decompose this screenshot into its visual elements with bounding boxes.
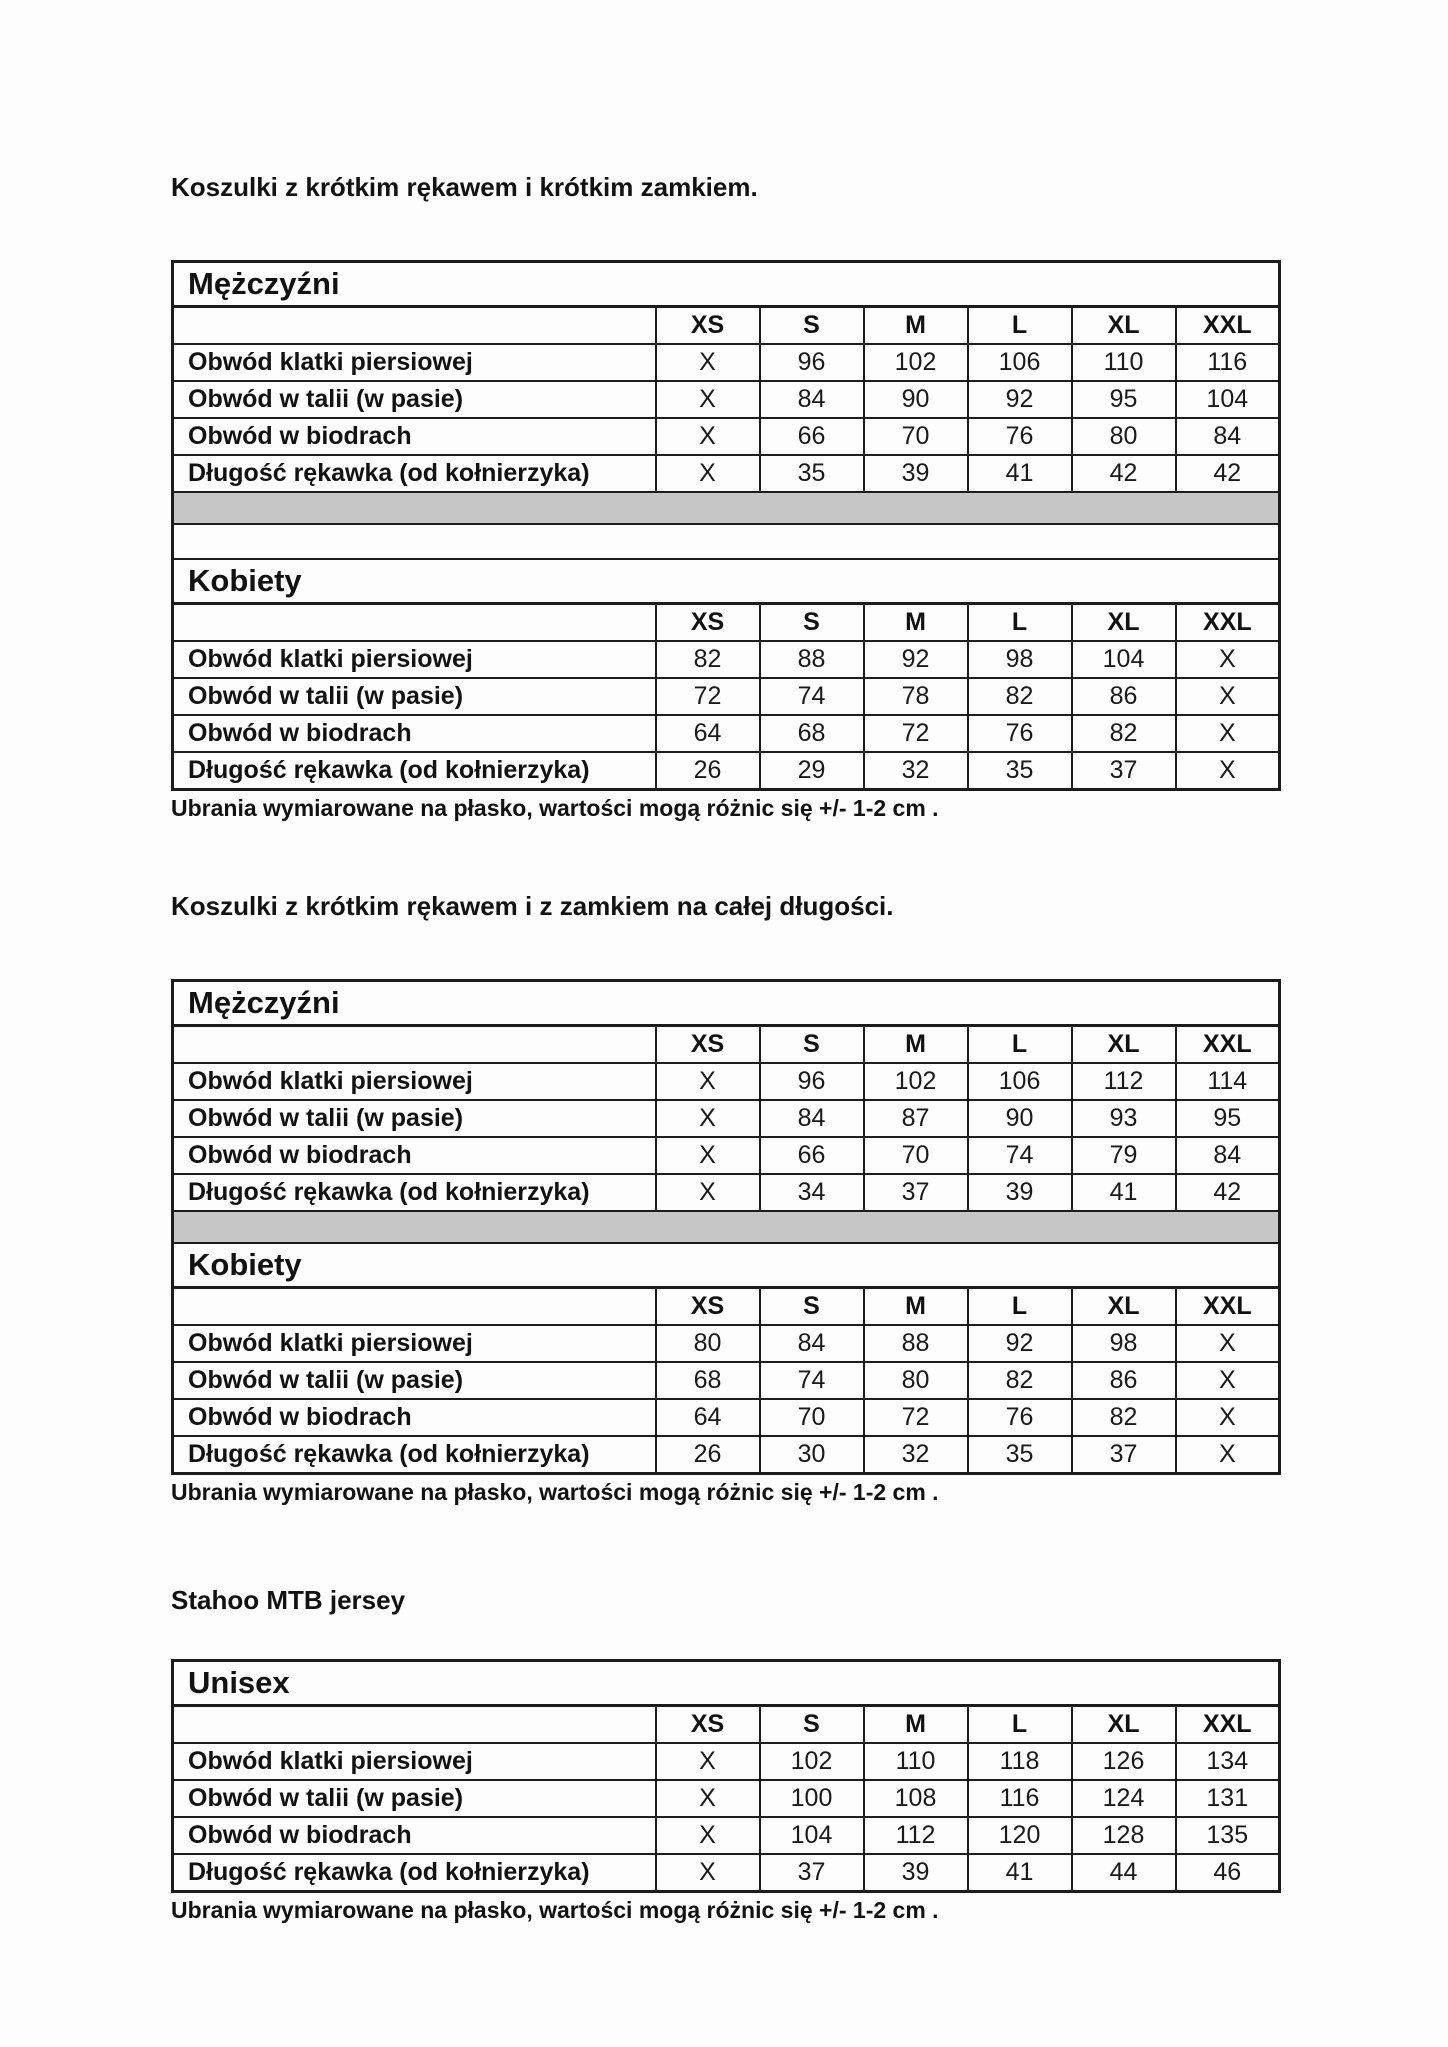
measurement-label-cell: Obwód w biodrach — [173, 1817, 656, 1854]
size-header-cell: XL — [1072, 1026, 1176, 1064]
measurement-label-cell: Długość rękawka (od kołnierzyka) — [173, 1436, 656, 1474]
size-table — [171, 1659, 1281, 1893]
measurement-label-cell: Obwód klatki piersiowej — [173, 641, 656, 678]
measurement-value-cell: 37 — [1072, 1436, 1176, 1474]
measurement-label-cell: Obwód w biodrach — [173, 1137, 656, 1174]
gray-separator-row — [173, 492, 1280, 524]
measurement-value-cell: 76 — [968, 715, 1072, 752]
measurement-value-cell: 66 — [760, 1137, 864, 1174]
size-header-cell: L — [968, 1706, 1072, 1744]
measurement-value-cell: 96 — [760, 344, 864, 381]
measurement-value-cell: 124 — [1072, 1780, 1176, 1817]
measurement-value-cell: 68 — [656, 1362, 760, 1399]
size-header-cell: S — [760, 1026, 864, 1064]
sizes-header-row — [173, 1706, 1280, 1744]
measurement-value-cell: 82 — [1072, 1399, 1176, 1436]
size-chart-section — [171, 1585, 1281, 1923]
measurement-value-cell: X — [656, 1063, 760, 1100]
measurement-value-cell: 84 — [1176, 418, 1280, 455]
measurement-value-cell: 88 — [760, 641, 864, 678]
measurement-value-cell: X — [656, 1854, 760, 1892]
size-header-cell: XS — [656, 1026, 760, 1064]
measurement-value-cell: 26 — [656, 752, 760, 790]
size-header-cell: XXL — [1176, 1288, 1280, 1326]
size-header-cell: XS — [656, 1706, 760, 1744]
measurement-value-cell: 110 — [864, 1743, 968, 1780]
size-header-cell: XS — [656, 604, 760, 642]
measurement-value-cell: 34 — [760, 1174, 864, 1211]
measurement-row — [173, 1780, 1280, 1817]
measurement-row — [173, 1362, 1280, 1399]
measurement-value-cell: 102 — [864, 1063, 968, 1100]
measurement-value-cell: 41 — [968, 1854, 1072, 1892]
measurement-value-cell: 42 — [1072, 455, 1176, 492]
measurement-value-cell: 87 — [864, 1100, 968, 1137]
size-header-cell: XL — [1072, 1706, 1176, 1744]
measurement-value-cell: X — [656, 455, 760, 492]
measurement-value-cell: 110 — [1072, 344, 1176, 381]
measurement-value-cell: 116 — [1176, 344, 1280, 381]
measurement-label-cell: Obwód klatki piersiowej — [173, 344, 656, 381]
measurement-value-cell: 41 — [968, 455, 1072, 492]
measurement-value-cell: 74 — [760, 1362, 864, 1399]
measurement-row — [173, 1063, 1280, 1100]
measurement-value-cell: 116 — [968, 1780, 1072, 1817]
measurement-note: Ubrania wymiarowane na płasko, wartości mogą różnic się +/- 1-2 cm . — [171, 1897, 939, 1923]
measurement-value-cell: 112 — [1072, 1063, 1176, 1100]
measurement-row — [173, 1743, 1280, 1780]
size-header-cell: XXL — [1176, 307, 1280, 345]
measurement-value-cell: 76 — [968, 418, 1072, 455]
size-chart-section — [171, 891, 1281, 1505]
measurement-value-cell: 42 — [1176, 1174, 1280, 1211]
size-header-cell: L — [968, 307, 1072, 345]
measurement-row — [173, 1817, 1280, 1854]
measurement-value-cell: 95 — [1072, 381, 1176, 418]
measurement-value-cell: 72 — [864, 715, 968, 752]
measurement-label-cell: Obwód w talii (w pasie) — [173, 1780, 656, 1817]
measurement-value-cell: 39 — [864, 1854, 968, 1892]
measurement-label-cell: Długość rękawka (od kołnierzyka) — [173, 455, 656, 492]
measurement-row — [173, 1137, 1280, 1174]
measurement-value-cell: 82 — [1072, 715, 1176, 752]
measurement-value-cell: X — [656, 1743, 760, 1780]
size-table-body — [173, 1661, 1280, 1892]
measurement-label-cell: Długość rękawka (od kołnierzyka) — [173, 1174, 656, 1211]
block-title: Unisex — [173, 1661, 1280, 1706]
gray-separator-cell — [173, 1211, 1280, 1243]
size-header-cell: M — [864, 1288, 968, 1326]
measurement-row — [173, 418, 1280, 455]
measurement-value-cell: 66 — [760, 418, 864, 455]
size-header-cell: XXL — [1176, 1706, 1280, 1744]
measurement-label-cell: Obwód klatki piersiowej — [173, 1325, 656, 1362]
measurement-label-cell: Obwód w talii (w pasie) — [173, 678, 656, 715]
block-title: Kobiety — [173, 559, 1280, 604]
measurement-value-cell: 70 — [864, 1137, 968, 1174]
block-title-row — [173, 1661, 1280, 1706]
measurement-row — [173, 715, 1280, 752]
measurement-value-cell: 95 — [1176, 1100, 1280, 1137]
measurement-value-cell: 70 — [864, 418, 968, 455]
measurement-value-cell: 72 — [656, 678, 760, 715]
measurement-row — [173, 678, 1280, 715]
size-header-cell: XL — [1072, 307, 1176, 345]
size-header-cell: XS — [656, 1288, 760, 1326]
measurement-value-cell: 135 — [1176, 1817, 1280, 1854]
measurement-value-cell: 74 — [760, 678, 864, 715]
size-header-cell: M — [864, 307, 968, 345]
sizes-header-row — [173, 1026, 1280, 1064]
block-title: Mężczyźni — [173, 262, 1280, 307]
measurement-label-cell: Obwód klatki piersiowej — [173, 1743, 656, 1780]
measurement-value-cell: 39 — [968, 1174, 1072, 1211]
measurement-note: Ubrania wymiarowane na płasko, wartości mogą różnic się +/- 1-2 cm . — [171, 1479, 939, 1505]
measurement-value-cell: 93 — [1072, 1100, 1176, 1137]
sizes-header-row — [173, 604, 1280, 642]
size-header-cell: L — [968, 1026, 1072, 1064]
measurement-value-cell: 80 — [864, 1362, 968, 1399]
measurement-value-cell: 114 — [1176, 1063, 1280, 1100]
measurement-row — [173, 752, 1280, 790]
measurement-value-cell: 80 — [1072, 418, 1176, 455]
measurement-value-cell: 98 — [1072, 1325, 1176, 1362]
measurement-value-cell: 30 — [760, 1436, 864, 1474]
measurement-value-cell: 64 — [656, 715, 760, 752]
size-header-cell: L — [968, 604, 1072, 642]
measurement-value-cell: X — [656, 1137, 760, 1174]
measurement-value-cell: 102 — [864, 344, 968, 381]
measurement-value-cell: 35 — [760, 455, 864, 492]
measurement-value-cell: 64 — [656, 1399, 760, 1436]
measurement-value-cell: 80 — [656, 1325, 760, 1362]
section-heading: Stahoo MTB jersey — [171, 1585, 406, 1615]
block-title-row — [173, 559, 1280, 604]
measurement-label-cell: Obwód w biodrach — [173, 418, 656, 455]
measurement-row — [173, 1436, 1280, 1474]
size-header-cell: M — [864, 1706, 968, 1744]
measurement-value-cell: 90 — [864, 381, 968, 418]
size-header-cell: M — [864, 1026, 968, 1064]
measurement-value-cell: 82 — [968, 1362, 1072, 1399]
measurement-value-cell: 128 — [1072, 1817, 1176, 1854]
measurement-value-cell: 108 — [864, 1780, 968, 1817]
size-header-cell: S — [760, 1706, 864, 1744]
sizes-header-empty-cell — [173, 1026, 656, 1064]
measurement-row — [173, 641, 1280, 678]
measurement-row — [173, 1174, 1280, 1211]
measurement-value-cell: X — [656, 418, 760, 455]
measurement-value-cell: 79 — [1072, 1137, 1176, 1174]
sizes-header-empty-cell — [173, 1288, 656, 1326]
sizes-header-row — [173, 307, 1280, 345]
document-content — [171, 0, 1281, 1923]
size-table-body — [173, 262, 1280, 790]
measurement-label-cell: Długość rękawka (od kołnierzyka) — [173, 752, 656, 790]
block-title-row — [173, 262, 1280, 307]
measurement-value-cell: X — [1176, 715, 1280, 752]
measurement-value-cell: 88 — [864, 1325, 968, 1362]
measurement-value-cell: X — [1176, 1325, 1280, 1362]
measurement-value-cell: X — [656, 1817, 760, 1854]
sizes-header-empty-cell — [173, 307, 656, 345]
block-title: Mężczyźni — [173, 981, 1280, 1026]
size-header-cell: S — [760, 307, 864, 345]
size-table — [171, 260, 1281, 791]
measurement-value-cell: 32 — [864, 752, 968, 790]
size-header-cell: M — [864, 604, 968, 642]
measurement-row — [173, 1854, 1280, 1892]
measurement-value-cell: X — [1176, 1436, 1280, 1474]
size-header-cell: XL — [1072, 604, 1176, 642]
measurement-value-cell: 96 — [760, 1063, 864, 1100]
measurement-value-cell: 98 — [968, 641, 1072, 678]
section-heading: Koszulki z krótkim rękawem i z zamkiem na całej długości. — [171, 891, 894, 921]
measurement-value-cell: X — [656, 344, 760, 381]
measurement-value-cell: 120 — [968, 1817, 1072, 1854]
measurement-value-cell: 92 — [968, 381, 1072, 418]
gray-separator-cell — [173, 492, 1280, 524]
measurement-value-cell: 86 — [1072, 1362, 1176, 1399]
measurement-value-cell: 104 — [1072, 641, 1176, 678]
measurement-value-cell: 78 — [864, 678, 968, 715]
size-table — [171, 979, 1281, 1475]
measurement-value-cell: 35 — [968, 752, 1072, 790]
measurement-value-cell: 37 — [760, 1854, 864, 1892]
measurement-value-cell: 29 — [760, 752, 864, 790]
measurement-value-cell: 131 — [1176, 1780, 1280, 1817]
measurement-value-cell: 118 — [968, 1743, 1072, 1780]
gray-separator-row — [173, 1211, 1280, 1243]
sizes-header-empty-cell — [173, 1706, 656, 1744]
measurement-label-cell: Obwód w talii (w pasie) — [173, 1100, 656, 1137]
measurement-value-cell: 84 — [760, 1100, 864, 1137]
measurement-label-cell: Długość rękawka (od kołnierzyka) — [173, 1854, 656, 1892]
measurement-value-cell: 68 — [760, 715, 864, 752]
measurement-value-cell: 106 — [968, 344, 1072, 381]
measurement-value-cell: 126 — [1072, 1743, 1176, 1780]
measurement-row — [173, 344, 1280, 381]
measurement-value-cell: X — [656, 1174, 760, 1211]
measurement-value-cell: X — [1176, 678, 1280, 715]
measurement-value-cell: 104 — [1176, 381, 1280, 418]
measurement-value-cell: 100 — [760, 1780, 864, 1817]
measurement-value-cell: X — [656, 1780, 760, 1817]
measurement-value-cell: 46 — [1176, 1854, 1280, 1892]
size-header-cell: L — [968, 1288, 1072, 1326]
measurement-value-cell: 76 — [968, 1399, 1072, 1436]
measurement-value-cell: 90 — [968, 1100, 1072, 1137]
spacer-cell — [173, 524, 1280, 559]
measurement-value-cell: 44 — [1072, 1854, 1176, 1892]
size-header-cell: XXL — [1176, 1026, 1280, 1064]
size-header-cell: XL — [1072, 1288, 1176, 1326]
measurement-row — [173, 1325, 1280, 1362]
size-header-cell: XS — [656, 307, 760, 345]
measurement-value-cell: 86 — [1072, 678, 1176, 715]
measurement-label-cell: Obwód w talii (w pasie) — [173, 1362, 656, 1399]
measurement-value-cell: 39 — [864, 455, 968, 492]
measurement-value-cell: 35 — [968, 1436, 1072, 1474]
sizes-header-row — [173, 1288, 1280, 1326]
measurement-value-cell: 82 — [968, 678, 1072, 715]
block-title: Kobiety — [173, 1243, 1280, 1288]
measurement-note: Ubrania wymiarowane na płasko, wartości mogą różnic się +/- 1-2 cm . — [171, 795, 939, 821]
measurement-row — [173, 1399, 1280, 1436]
measurement-value-cell: 102 — [760, 1743, 864, 1780]
measurement-value-cell: 70 — [760, 1399, 864, 1436]
block-title-row — [173, 981, 1280, 1026]
measurement-value-cell: 134 — [1176, 1743, 1280, 1780]
measurement-value-cell: 84 — [1176, 1137, 1280, 1174]
measurement-value-cell: X — [1176, 752, 1280, 790]
measurement-value-cell: 32 — [864, 1436, 968, 1474]
measurement-value-cell: 37 — [1072, 752, 1176, 790]
measurement-value-cell: 84 — [760, 381, 864, 418]
measurement-value-cell: X — [1176, 641, 1280, 678]
measurement-value-cell: 72 — [864, 1399, 968, 1436]
size-header-cell: XXL — [1176, 604, 1280, 642]
measurement-value-cell: 84 — [760, 1325, 864, 1362]
measurement-value-cell: 41 — [1072, 1174, 1176, 1211]
size-header-cell: S — [760, 1288, 864, 1326]
measurement-value-cell: 37 — [864, 1174, 968, 1211]
block-title-row — [173, 1243, 1280, 1288]
size-chart-section — [171, 172, 1281, 821]
measurement-row — [173, 1100, 1280, 1137]
section-heading: Koszulki z krótkim rękawem i krótkim zamkiem. — [171, 172, 758, 202]
measurement-value-cell: 26 — [656, 1436, 760, 1474]
measurement-value-cell: X — [1176, 1362, 1280, 1399]
measurement-row — [173, 381, 1280, 418]
size-header-cell: S — [760, 604, 864, 642]
measurement-value-cell: X — [656, 381, 760, 418]
measurement-value-cell: X — [1176, 1399, 1280, 1436]
measurement-row — [173, 455, 1280, 492]
measurement-value-cell: 112 — [864, 1817, 968, 1854]
measurement-value-cell: 106 — [968, 1063, 1072, 1100]
measurement-label-cell: Obwód w biodrach — [173, 715, 656, 752]
measurement-value-cell: 74 — [968, 1137, 1072, 1174]
measurement-value-cell: 104 — [760, 1817, 864, 1854]
measurement-label-cell: Obwód klatki piersiowej — [173, 1063, 656, 1100]
size-table-body — [173, 981, 1280, 1474]
measurement-label-cell: Obwód w biodrach — [173, 1399, 656, 1436]
spacer-row — [173, 524, 1280, 559]
measurement-label-cell: Obwód w talii (w pasie) — [173, 381, 656, 418]
measurement-value-cell: 42 — [1176, 455, 1280, 492]
sizes-header-empty-cell — [173, 604, 656, 642]
measurement-value-cell: 92 — [968, 1325, 1072, 1362]
measurement-value-cell: 92 — [864, 641, 968, 678]
measurement-value-cell: 82 — [656, 641, 760, 678]
measurement-value-cell: X — [656, 1100, 760, 1137]
